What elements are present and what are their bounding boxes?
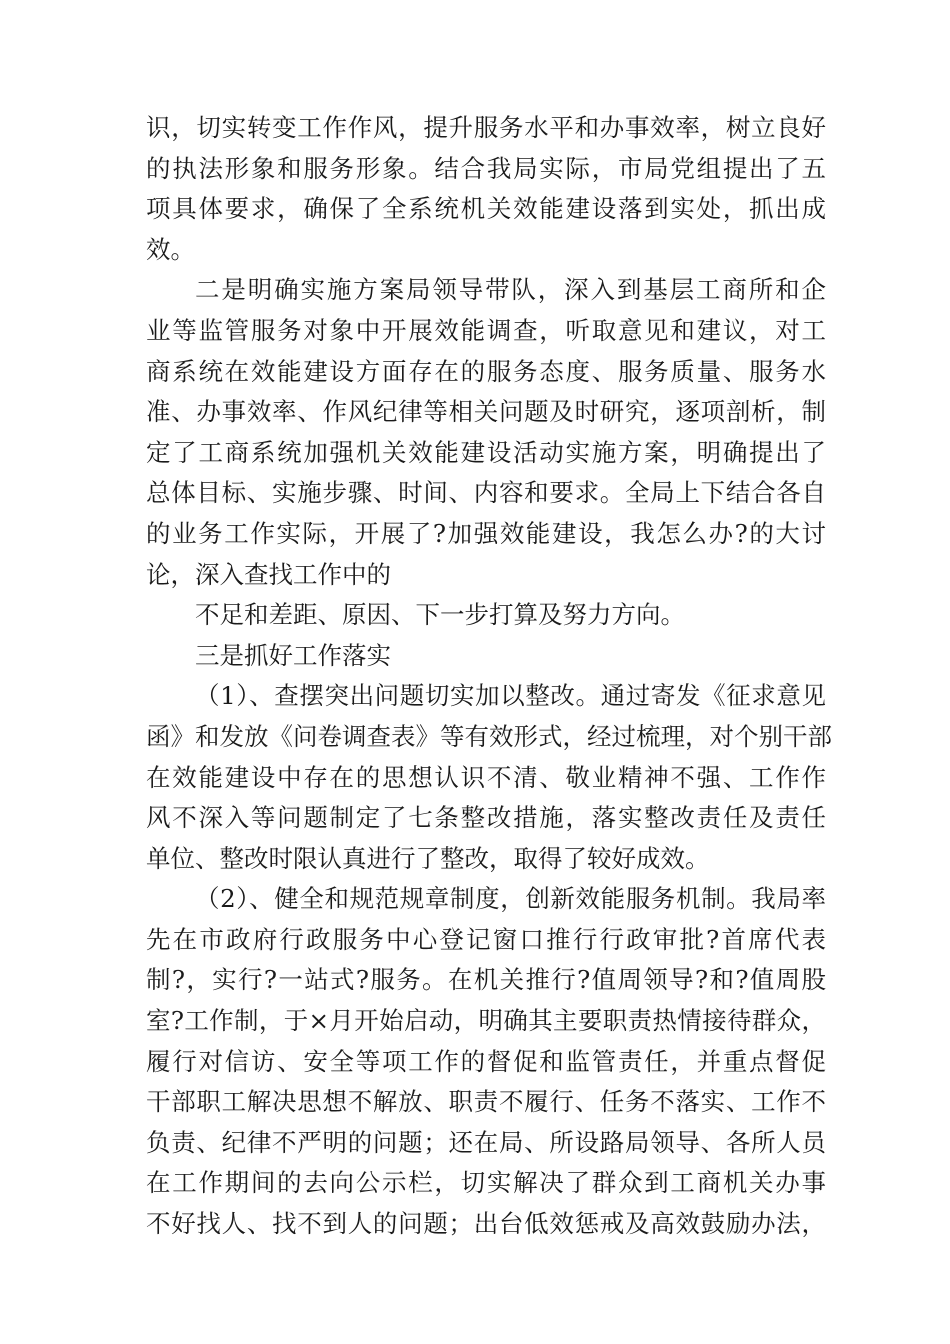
text-line: 准、办事效率、作风纪律等相关问题及时研究，逐项剖析，制 [146,397,826,427]
text-line: 函》和发放《问卷调查表》等有效形式，经过梳理，对个别干部 [146,721,832,751]
text-line: 履行对信访、安全等项工作的督促和监管责任，并重点督促 [146,1046,826,1076]
document-body [146,108,832,1245]
text-line: 的业务工作实际，开展了?加强效能建设，我怎么办?的大讨 [146,518,826,548]
text-line: 不好找人、找不到人的问题；出台低效惩戒及高效鼓励办法， [146,1209,826,1239]
text-line: 识，切实转变工作作风，提升服务水平和办事效率，树立良好 [146,113,826,142]
text-line: 风不深入等问题制定了七条整改措施，落实整改责任及责任 [146,803,826,833]
text-line: （2）、健全和规范规章制度，创新效能服务机制。我局率 [195,884,826,914]
text-line: 负责、纪律不严明的问题；还在局、所设路局领导、各所人员 [146,1127,826,1157]
text-line: 的执法形象和服务形象。结合我局实际，市局党组提出了五 [146,153,826,183]
text-line: 二是明确实施方案局领导带队，深入到基层工商所和企 [195,275,826,305]
text-line: 项具体要求，确保了全系统机关效能建设落到实处，抓出成 [146,194,826,224]
text-line: 先在市政府行政服务中心登记窗口推行行政审批?首席代表 [146,924,826,954]
text-line: 室?工作制，于×月开始启动，明确其主要职责热情接待群众， [146,1006,826,1036]
text-line: 论，深入查找工作中的 [146,559,391,589]
text-line: 不足和差距、原因、下一步打算及努力方向。 [195,600,685,630]
text-line: 制?，实行?一站式?服务。在机关推行?值周领导?和?值周股 [146,965,826,995]
text-line: 总体目标、实施步骤、时间、内容和要求。全局上下结合各自 [146,478,826,508]
text-line: 干部职工解决思想不解放、职责不履行、任务不落实、工作不 [146,1087,826,1117]
text-line: 三是抓好工作落实 [195,640,391,670]
text-line: 单位、整改时限认真进行了整改，取得了较好成效。 [146,843,710,873]
text-line: 在工作期间的去向公示栏，切实解决了群众到工商机关办事 [146,1168,826,1198]
text-line: 商系统在效能建设方面存在的服务态度、服务质量、服务水 [146,356,826,386]
text-line: 业等监管服务对象中开展效能调查，听取意见和建议，对工 [146,315,826,345]
text-line: 定了工商系统加强机关效能建设活动实施方案，明确提出了 [146,437,826,467]
text-line: 在效能建设中存在的思想认识不清、敬业精神不强、工作作 [146,762,826,792]
text-line: （1）、查摆突出问题切实加以整改。通过寄发《征求意见 [195,681,826,711]
text-line: 效。 [146,234,195,264]
